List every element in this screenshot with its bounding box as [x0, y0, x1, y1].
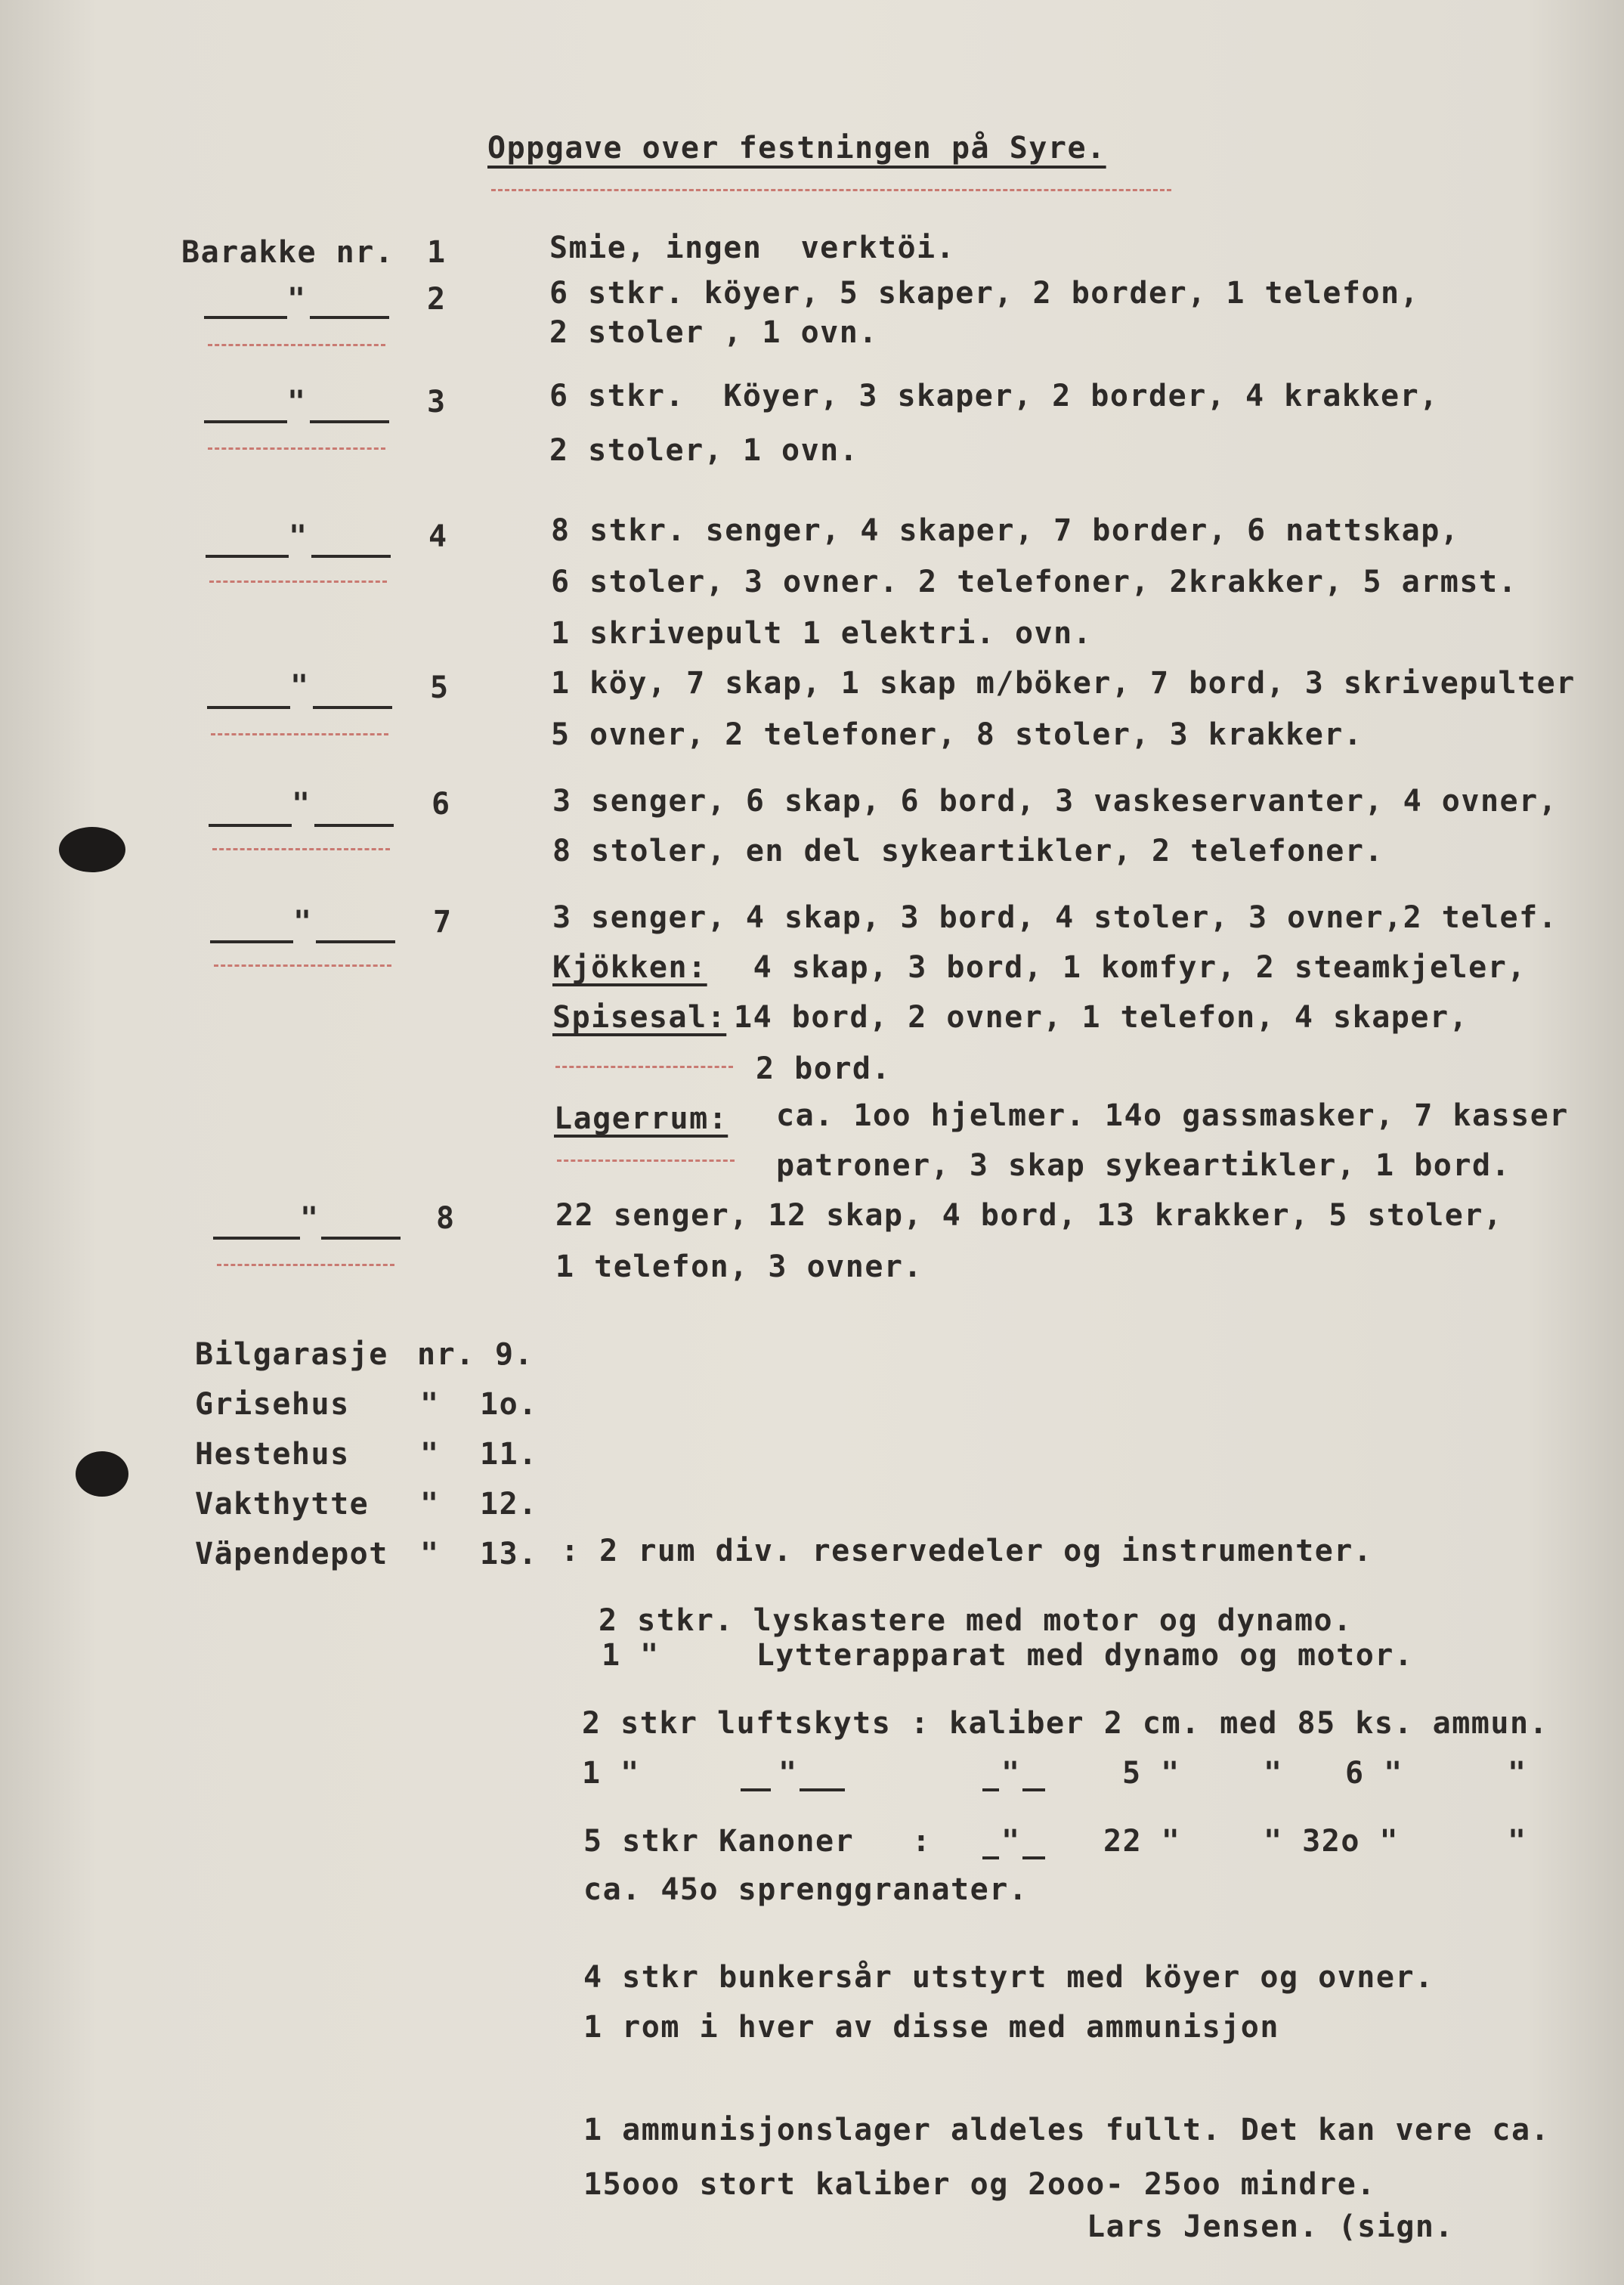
ditto-mark: " [1508, 1756, 1527, 1791]
barrack-number: 4 [428, 519, 448, 554]
ditto-mark: " [292, 787, 311, 822]
barrack-number: 3 [427, 385, 447, 420]
building-name: Väpendepot [195, 1537, 388, 1571]
barrack-1-text: Smie, ingen verktöi. [549, 231, 956, 265]
barrack-4-line-3: 1 skrivepult 1 elektri. ovn. [551, 616, 1093, 651]
ditto-dash [206, 555, 289, 558]
red-dashes [555, 1066, 733, 1068]
storage-line-2: patroner, 3 skap sykeartikler, 1 bord. [776, 1148, 1511, 1183]
building-name: Vakthytte [195, 1487, 370, 1522]
ditto-dash [982, 1856, 999, 1859]
ammo-line-1: 1 ammunisjonslager aldeles fullt. Det kan vere ca. [583, 2113, 1551, 2147]
weapons-line-2-amount: 6 " [1345, 1756, 1403, 1791]
barrack-number: 1 [427, 235, 447, 270]
building-mark: nr. [417, 1337, 475, 1372]
punch-hole [76, 1451, 128, 1497]
ditto-dash [314, 824, 394, 827]
barrack-number: 5 [430, 670, 450, 705]
ditto-dash [316, 940, 395, 943]
weapons-line-4: ca. 45o sprenggranater. [583, 1872, 1029, 1907]
ditto-mark: " [1264, 1756, 1283, 1791]
weapons-line-2-count: 1 " [582, 1756, 640, 1791]
ditto-dash [204, 316, 287, 319]
building-number: 13. [480, 1537, 538, 1571]
ditto-dash [800, 1788, 845, 1791]
weapons-line-3-label: 5 stkr Kanoner : [583, 1824, 932, 1859]
barrack-2-line-2: 2 stoler , 1 ovn. [549, 315, 878, 350]
ditto-mark: " [289, 519, 308, 554]
bunkers-line-1: 4 stkr bunkersår utstyrt med köyer og ovner. [583, 1960, 1434, 1995]
building-mark: " [420, 1387, 440, 1422]
barrack-8-line-2: 1 telefon, 3 ovner. [555, 1249, 923, 1284]
depot-line-1: : 2 rum div. reservedeler og instrumenter. [561, 1534, 1373, 1568]
building-number: 12. [480, 1487, 538, 1522]
red-dashes [208, 447, 385, 450]
ditto-mark: " [1508, 1824, 1527, 1859]
building-number: 11. [480, 1437, 538, 1472]
building-number: 9. [495, 1337, 534, 1372]
barrack-8-line-1: 22 senger, 12 skap, 4 bord, 13 krakker, 5 stoler, [555, 1198, 1503, 1233]
building-mark: " [420, 1537, 440, 1571]
barrack-number: 7 [433, 905, 453, 940]
dining-continued: 2 bord. [756, 1051, 892, 1086]
storage-label: Lagerrum: [554, 1101, 728, 1136]
ditto-dash [207, 706, 290, 709]
ditto-dash [310, 316, 389, 319]
ditto-mark: " [287, 282, 307, 317]
red-dashes [491, 189, 1171, 191]
red-dashes [214, 964, 391, 967]
barrack-5-line-2: 5 ovner, 2 telefoner, 8 stoler, 3 krakker. [551, 717, 1363, 752]
ditto-mark: " [1001, 1756, 1021, 1791]
dining-text: 14 bord, 2 ovner, 1 telefon, 4 skaper, [734, 1000, 1469, 1035]
signature: Lars Jensen. (sign. [1087, 2209, 1455, 2244]
ditto-mark: " [1001, 1824, 1021, 1859]
ditto-dash [741, 1788, 771, 1791]
ditto-dash [982, 1788, 999, 1791]
dining-label: Spisesal: [552, 1000, 727, 1035]
building-mark: " [420, 1437, 440, 1472]
barrack-4-line-1: 8 stkr. senger, 4 skaper, 7 border, 6 nattskap, [551, 513, 1460, 548]
ditto-dash [321, 1237, 401, 1240]
barrack-number: 8 [436, 1201, 456, 1236]
building-number: 1o. [480, 1387, 538, 1422]
weapons-line-2-calibre: 5 " [1122, 1756, 1180, 1791]
weapons-line-1: 2 stkr luftskyts : kaliber 2 cm. med 85 ks. ammun. [582, 1706, 1549, 1741]
building-name: Bilgarasje [195, 1337, 388, 1372]
red-dashes [208, 344, 385, 346]
ditto-mark: " [293, 905, 313, 940]
barrack-number: 2 [427, 282, 447, 317]
barrack-3-line-2: 2 stoler, 1 ovn. [549, 433, 859, 468]
kitchen-text: 4 skap, 3 bord, 1 komfyr, 2 steamkjeler, [734, 950, 1527, 985]
building-mark: " [420, 1487, 440, 1522]
ditto-dash [1022, 1856, 1045, 1859]
ditto-dash [313, 706, 392, 709]
ammo-line-2: 15ooo stort kaliber og 2ooo- 25oo mindre. [583, 2167, 1376, 2202]
ditto-mark: " [287, 385, 307, 420]
document-title: Oppgave over festningen på Syre. [487, 131, 1106, 166]
barrack-4-line-2: 6 stoler, 3 ovner. 2 telefoner, 2krakker, 5 armst. [551, 565, 1518, 599]
ditto-dash [209, 824, 292, 827]
punch-hole [59, 827, 125, 872]
ditto-dash [210, 940, 293, 943]
bunkers-line-2: 1 rom i hver av disse med ammunisjon [583, 2010, 1279, 2045]
ditto-mark: " [290, 669, 310, 704]
red-dashes [211, 733, 388, 735]
red-dashes [217, 1264, 394, 1266]
building-name: Hestehus [195, 1437, 350, 1472]
ditto-dash [311, 555, 391, 558]
weapons-line-3-calibre: 22 " [1103, 1824, 1181, 1859]
ditto-mark: " [300, 1201, 320, 1236]
barrack-3-line-1: 6 stkr. Köyer, 3 skaper, 2 border, 4 krakker, [549, 379, 1439, 413]
barrack-5-line-1: 1 köy, 7 skap, 1 skap m/böker, 7 bord, 3 skrivepulter [551, 666, 1576, 701]
ditto-dash [1022, 1788, 1045, 1791]
depot-line-3: 1 " Lytterapparat med dynamo og motor. [602, 1638, 1414, 1673]
ditto-dash [213, 1237, 300, 1240]
weapons-line-3-amount: " 32o " [1264, 1824, 1400, 1859]
barrack-6-line-2: 8 stoler, en del sykeartikler, 2 telefoner. [552, 834, 1384, 868]
ditto-mark: " [778, 1756, 798, 1791]
kitchen-label: Kjökken: [552, 950, 707, 985]
barrack-7-line-1: 3 senger, 4 skap, 3 bord, 4 stoler, 3 ovner,2 telef. [552, 900, 1558, 935]
building-name: Grisehus [195, 1387, 350, 1422]
red-dashes [557, 1160, 735, 1162]
ditto-dash [204, 420, 287, 423]
red-dashes [212, 848, 390, 850]
barrack-label: Barakke nr. [181, 235, 394, 270]
barrack-2-line-1: 6 stkr. köyer, 5 skaper, 2 border, 1 telefon, [549, 276, 1420, 311]
depot-line-2: 2 stkr. lyskastere med motor og dynamo. [599, 1603, 1353, 1638]
ditto-dash [310, 420, 389, 423]
barrack-6-line-1: 3 senger, 6 skap, 6 bord, 3 vaskeservanter, 4 ovner, [552, 784, 1558, 819]
red-dashes [209, 581, 387, 583]
storage-line-1: ca. 1oo hjelmer. 14o gassmasker, 7 kasser [776, 1098, 1569, 1133]
barrack-number: 6 [432, 787, 451, 822]
